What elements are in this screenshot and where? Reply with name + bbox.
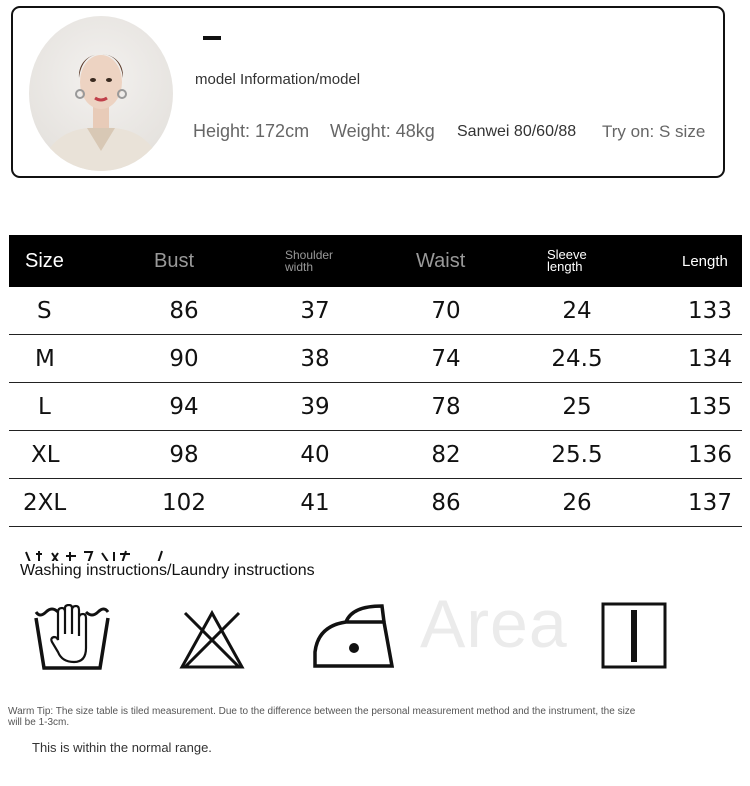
size-table-header	[9, 235, 742, 287]
header-shoulder-line1: Shoulder	[285, 248, 334, 262]
header-sleeve-line2: length	[547, 259, 583, 274]
cell-bust: 90	[169, 345, 199, 372]
model-measurements: Sanwei 80/60/88	[457, 123, 577, 140]
cell-bust: 98	[169, 441, 199, 468]
header-shoulder-line2: width	[285, 260, 314, 274]
line-dry-icon	[601, 602, 667, 675]
cell-shoulder: 39	[300, 393, 330, 420]
cell-sleeve: 25	[562, 393, 592, 420]
header-shoulder-width	[285, 235, 333, 287]
watermark-text: Area	[420, 586, 568, 662]
cell-size: L	[38, 393, 51, 420]
warm-tip: Warm Tip: The size table is tiled measurement. Due to the difference between the personal measurement method and the instrument, the size will be 1-3cm.	[8, 706, 636, 728]
do-not-bleach-icon	[179, 609, 245, 676]
cell-waist: 70	[431, 297, 461, 324]
cell-shoulder: 38	[300, 345, 330, 372]
size-table	[9, 235, 742, 527]
cell-shoulder: 41	[300, 489, 330, 516]
cell-length: 136	[688, 441, 732, 468]
header-waist: Waist	[416, 249, 466, 272]
cell-waist: 82	[431, 441, 461, 468]
table-row	[9, 287, 742, 335]
table-row	[9, 431, 742, 479]
model-try-on: Try on: S size	[602, 122, 706, 141]
cell-waist: 86	[431, 489, 461, 516]
cell-waist: 78	[431, 393, 461, 420]
cell-shoulder: 37	[300, 297, 330, 324]
cell-size: S	[37, 297, 52, 324]
cell-waist: 74	[431, 345, 461, 372]
cell-shoulder: 40	[300, 441, 330, 468]
model-height: Height: 172cm	[193, 121, 310, 141]
table-row	[9, 479, 742, 527]
cell-size: M	[35, 345, 55, 372]
cell-sleeve: 25.5	[551, 441, 603, 468]
table-row	[9, 335, 742, 383]
header-sleeve-line1: Sleeve	[547, 247, 587, 262]
title-dash	[203, 36, 221, 40]
cell-size: 2XL	[23, 489, 67, 516]
washing-title: Washing instructions/Laundry instructions	[20, 562, 315, 579]
model-info-card	[11, 6, 725, 178]
cell-sleeve: 24	[562, 297, 592, 324]
hand-wash-icon	[34, 604, 110, 677]
cell-bust: 86	[169, 297, 199, 324]
header-sleeve-length	[547, 235, 587, 287]
header-size: Size	[25, 249, 64, 272]
cell-length: 133	[688, 297, 732, 324]
warm-tip-note: This is within the normal range.	[32, 740, 212, 755]
iron-medium-icon	[312, 604, 394, 675]
cell-length: 134	[688, 345, 732, 372]
cropped-heading-strokes	[22, 547, 172, 561]
header-length: Length	[682, 252, 728, 270]
cell-length: 137	[688, 489, 732, 516]
table-row	[9, 383, 742, 431]
cell-sleeve: 24.5	[551, 345, 603, 372]
model-weight: Weight: 48kg	[330, 121, 435, 141]
model-info-title: model Information/model	[195, 71, 361, 88]
cell-sleeve: 26	[562, 489, 592, 516]
cell-length: 135	[688, 393, 732, 420]
model-stats	[193, 121, 723, 145]
cell-bust: 102	[162, 489, 206, 516]
cell-size: XL	[31, 441, 60, 468]
cell-bust: 94	[169, 393, 199, 420]
model-avatar	[29, 16, 173, 171]
header-bust: Bust	[154, 249, 195, 272]
